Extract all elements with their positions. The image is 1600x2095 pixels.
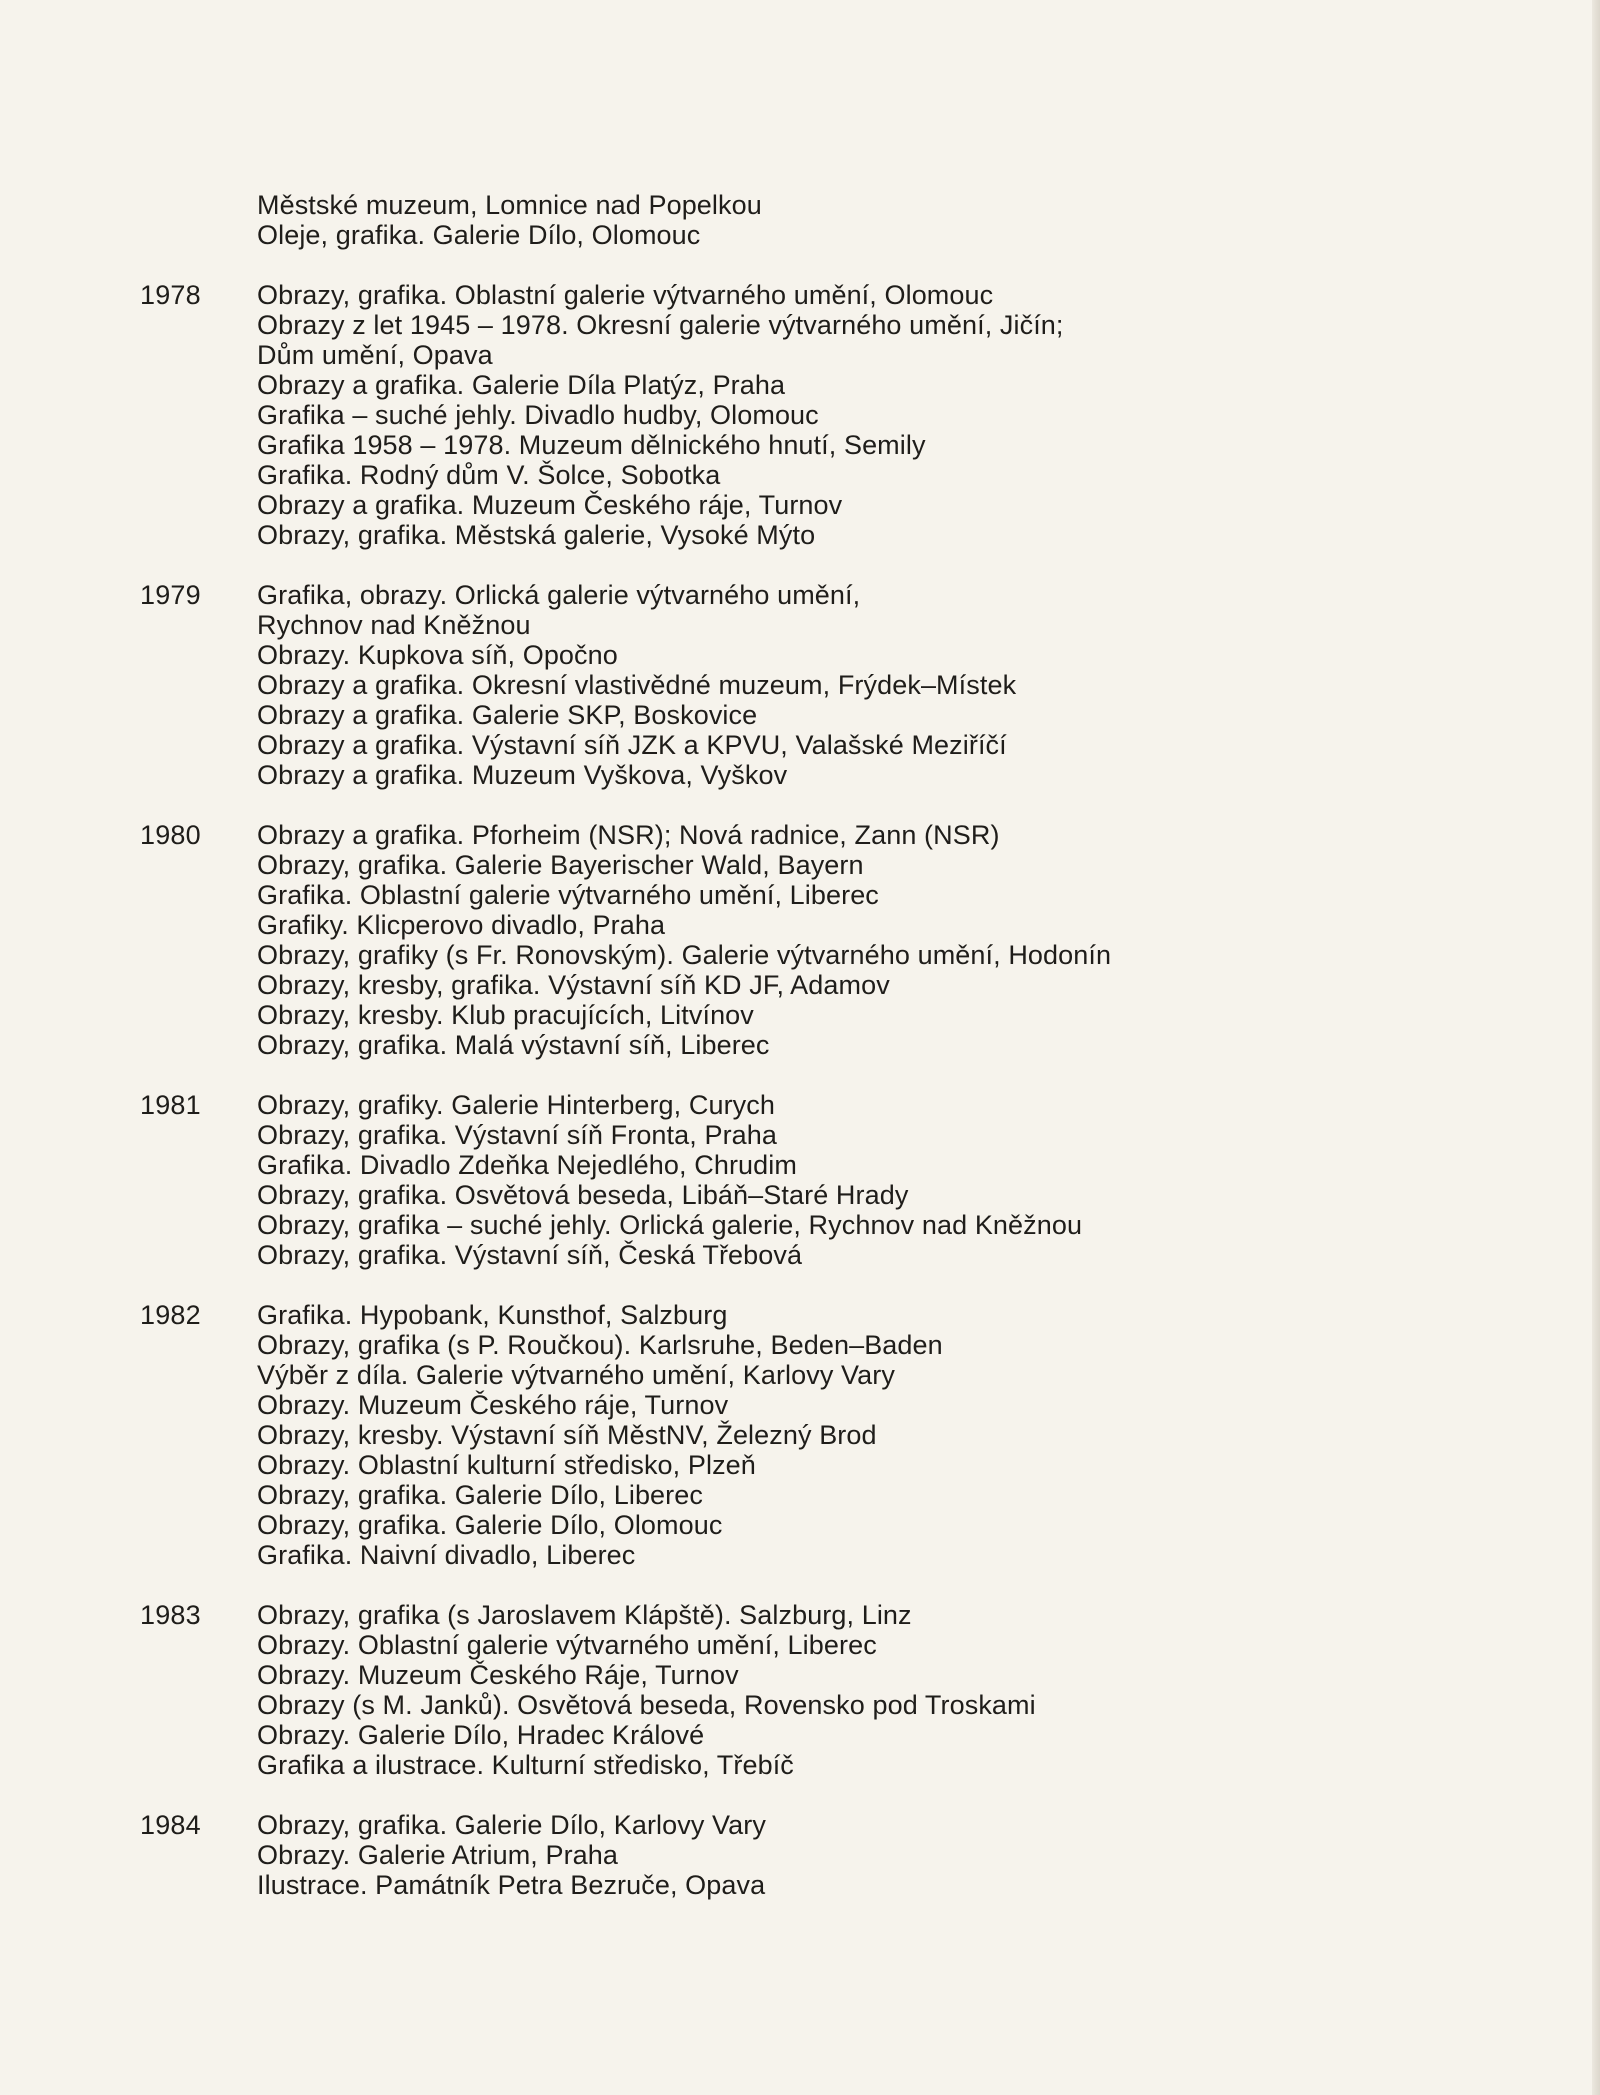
exhibition-entry: Obrazy a grafika. Výstavní síň JZK a KPVU, Valašské Meziříčí	[257, 730, 1007, 760]
exhibition-entries	[257, 1810, 1520, 1900]
exhibition-entries	[257, 280, 1520, 550]
exhibition-entry: Obrazy, grafika. Oblastní galerie výtvarného umění, Olomouc	[257, 280, 994, 310]
exhibition-entry: Obrazy, kresby. Klub pracujících, Litvínov	[257, 1000, 754, 1030]
exhibition-entries	[257, 1090, 1520, 1270]
exhibition-entry: Grafika. Rodný dům V. Šolce, Sobotka	[257, 460, 721, 490]
page-edge	[1592, 0, 1600, 2095]
exhibition-entry: Obrazy, grafika. Malá výstavní síň, Liberec	[257, 1030, 770, 1060]
year-block	[140, 190, 1520, 250]
exhibition-entry: Grafika. Oblastní galerie výtvarného umění, Liberec	[257, 880, 879, 910]
exhibition-entry: Obrazy, kresby. Výstavní síň MěstNV, Železný Brod	[257, 1420, 877, 1450]
year-block	[140, 1090, 1520, 1270]
exhibition-entry: Obrazy, grafiky (s Fr. Ronovským). Galerie výtvarného umění, Hodonín	[257, 940, 1112, 970]
exhibition-entry: Obrazy, grafika (s Jaroslavem Klápště). Salzburg, Linz	[257, 1600, 912, 1630]
exhibition-entry: Obrazy. Muzeum Českého ráje, Turnov	[257, 1390, 729, 1420]
year-block	[140, 580, 1520, 790]
exhibition-entries	[257, 1300, 1520, 1570]
exhibition-entry: Obrazy a grafika. Muzeum Českého ráje, Turnov	[257, 490, 843, 520]
exhibition-entry: Obrazy a grafika. Okresní vlastivědné muzeum, Frýdek–Místek	[257, 670, 1017, 700]
year-block	[140, 1810, 1520, 1900]
exhibition-entry: Obrazy, kresby, grafika. Výstavní síň KD JF, Adamov	[257, 970, 890, 1000]
year-label: 1981	[140, 1090, 201, 1120]
year-label: 1978	[140, 280, 201, 310]
exhibition-entry: Obrazy, grafika. Výstavní síň Fronta, Praha	[257, 1120, 778, 1150]
exhibition-entry: Grafika a ilustrace. Kulturní středisko, Třebíč	[257, 1750, 794, 1780]
exhibition-entry: Grafika – suché jehly. Divadlo hudby, Olomouc	[257, 400, 819, 430]
exhibition-entry: Obrazy (s M. Janků). Osvětová beseda, Rovensko pod Troskami	[257, 1690, 1036, 1720]
year-label: 1980	[140, 820, 201, 850]
exhibition-entry: Ilustrace. Památník Petra Bezruče, Opava	[257, 1870, 766, 1900]
exhibition-entry: Městské muzeum, Lomnice nad Popelkou	[257, 190, 762, 220]
year-label: 1982	[140, 1300, 201, 1330]
exhibition-entry: Grafika, obrazy. Orlická galerie výtvarného umění,	[257, 580, 861, 610]
exhibition-entry: Obrazy. Kupkova síň, Opočno	[257, 640, 618, 670]
exhibition-entry: Grafika. Hypobank, Kunsthof, Salzburg	[257, 1300, 728, 1330]
exhibition-entry: Grafika. Naivní divadlo, Liberec	[257, 1540, 636, 1570]
exhibition-entry: Obrazy. Galerie Dílo, Hradec Králové	[257, 1720, 705, 1750]
exhibition-entries	[257, 820, 1520, 1060]
year-block	[140, 1300, 1520, 1570]
exhibition-entry: Obrazy. Oblastní galerie výtvarného umění, Liberec	[257, 1630, 877, 1660]
exhibition-entry: Obrazy z let 1945 – 1978. Okresní galerie výtvarného umění, Jičín;	[257, 310, 1064, 340]
exhibition-entry: Obrazy, grafika. Výstavní síň, Česká Třebová	[257, 1240, 803, 1270]
exhibition-entry: Obrazy. Galerie Atrium, Praha	[257, 1840, 619, 1870]
year-label: 1983	[140, 1600, 201, 1630]
exhibition-list	[140, 190, 1520, 1930]
exhibition-entry: Obrazy, grafika (s P. Roučkou). Karlsruhe, Beden–Baden	[257, 1330, 943, 1360]
exhibition-entry: Obrazy, grafika. Galerie Dílo, Olomouc	[257, 1510, 723, 1540]
exhibition-entry: Grafika. Divadlo Zdeňka Nejedlého, Chrudim	[257, 1150, 797, 1180]
exhibition-entry: Grafiky. Klicperovo divadlo, Praha	[257, 910, 666, 940]
exhibition-entry: Obrazy, grafika. Galerie Bayerischer Wald, Bayern	[257, 850, 864, 880]
exhibition-entry: Obrazy a grafika. Galerie SKP, Boskovice	[257, 700, 758, 730]
year-block	[140, 1600, 1520, 1780]
exhibition-entry: Obrazy. Oblastní kulturní středisko, Plzeň	[257, 1450, 756, 1480]
exhibition-entry: Rychnov nad Kněžnou	[257, 610, 531, 640]
exhibition-entry: Grafika 1958 – 1978. Muzeum dělnického hnutí, Semily	[257, 430, 926, 460]
exhibition-entry: Obrazy, grafika – suché jehly. Orlická galerie, Rychnov nad Kněžnou	[257, 1210, 1083, 1240]
exhibition-entry: Obrazy, grafika. Galerie Dílo, Karlovy Vary	[257, 1810, 766, 1840]
exhibition-entry: Obrazy, grafika. Galerie Dílo, Liberec	[257, 1480, 703, 1510]
year-block	[140, 280, 1520, 550]
year-label: 1984	[140, 1810, 201, 1840]
exhibition-entry: Dům umění, Opava	[257, 340, 493, 370]
year-block	[140, 820, 1520, 1060]
exhibition-entry: Oleje, grafika. Galerie Dílo, Olomouc	[257, 220, 701, 250]
exhibition-entry: Obrazy a grafika. Pforheim (NSR); Nová radnice, Zann (NSR)	[257, 820, 1000, 850]
exhibition-entry: Obrazy, grafika. Městská galerie, Vysoké Mýto	[257, 520, 816, 550]
exhibition-entries	[257, 1600, 1520, 1780]
exhibition-entry: Obrazy. Muzeum Českého Ráje, Turnov	[257, 1660, 739, 1690]
exhibition-entry: Výběr z díla. Galerie výtvarného umění, Karlovy Vary	[257, 1360, 895, 1390]
exhibition-entries	[257, 580, 1520, 790]
exhibition-entries	[257, 190, 1520, 250]
exhibition-entry: Obrazy, grafiky. Galerie Hinterberg, Curych	[257, 1090, 775, 1120]
year-label: 1979	[140, 580, 201, 610]
exhibition-entry: Obrazy a grafika. Galerie Díla Platýz, Praha	[257, 370, 786, 400]
exhibition-entry: Obrazy a grafika. Muzeum Vyškova, Vyškov	[257, 760, 788, 790]
exhibition-entry: Obrazy, grafika. Osvětová beseda, Libáň–Staré Hrady	[257, 1180, 909, 1210]
